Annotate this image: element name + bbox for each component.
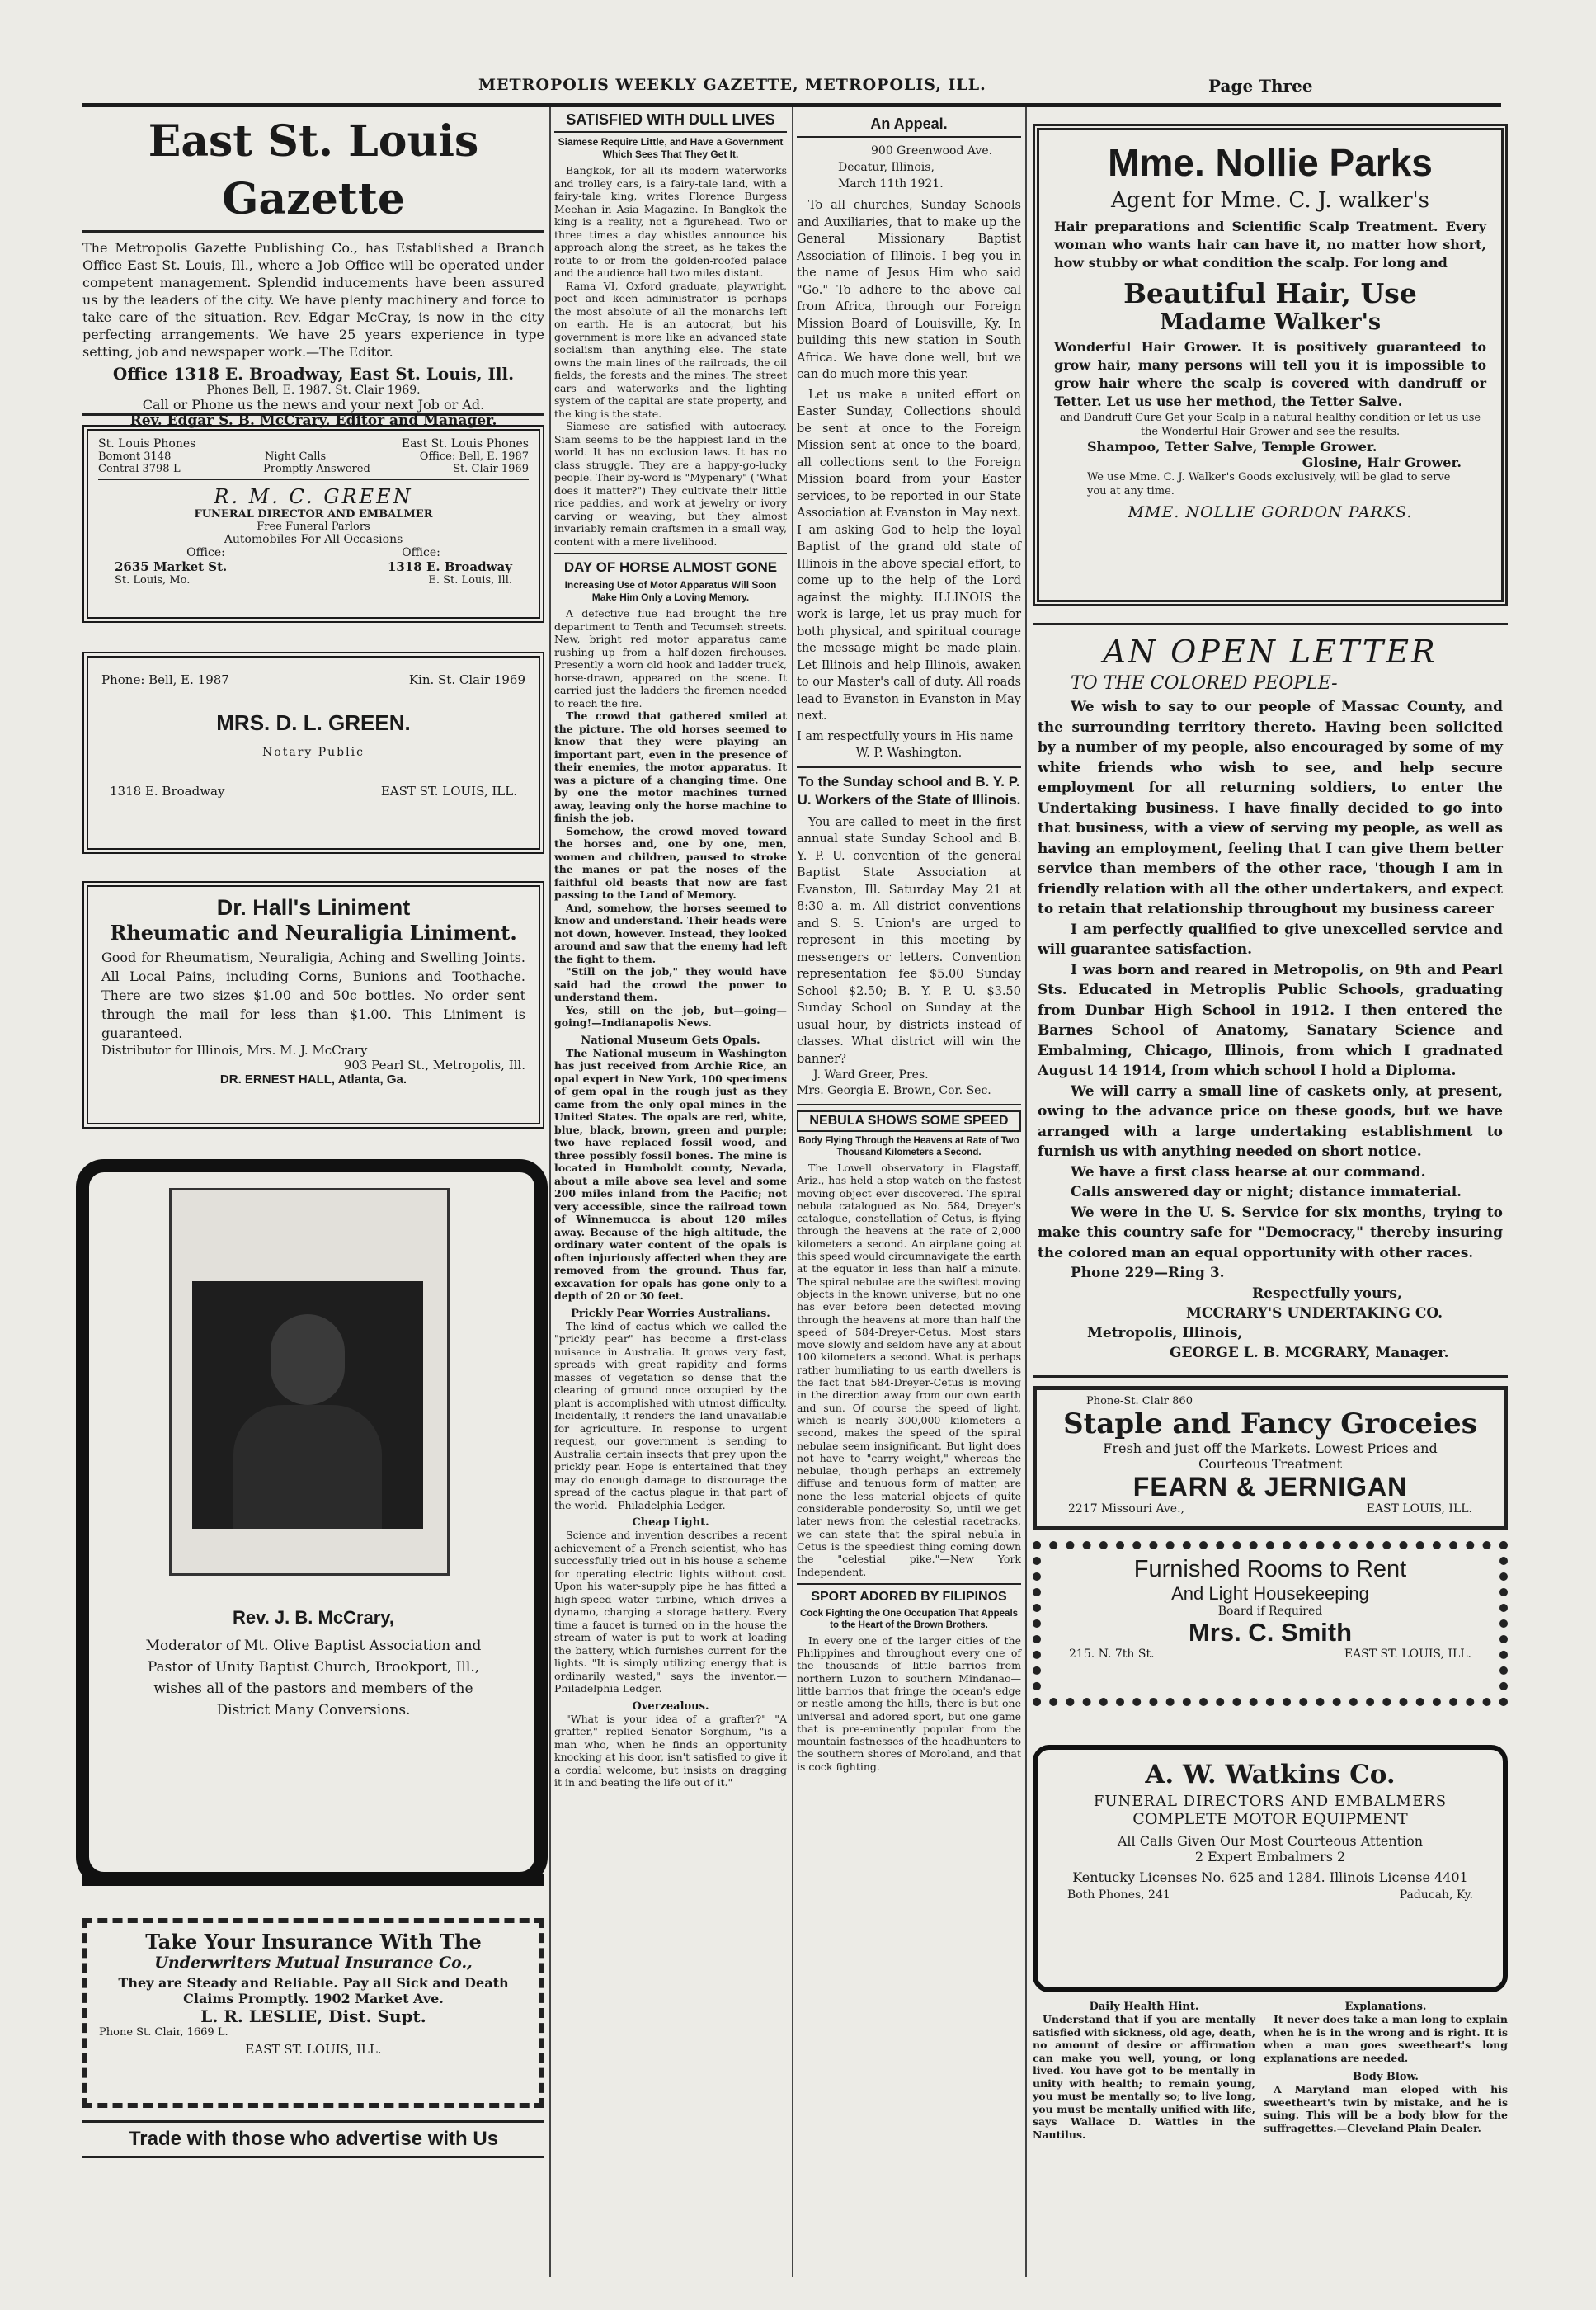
horse-p4: And, somehow, the horses seemed to know and understand. Their heads were not down, however. Instead, they looked around and saw that the enemy had left the fight to them. <box>554 901 787 965</box>
dull-deck: Siamese Require Little, and Have a Government Which Sees That They Get It. <box>558 136 784 160</box>
gazette-title: East St. Louis Gazette <box>148 116 479 224</box>
mrs-green-addr-right: EAST ST. LOUIS, ILL. <box>380 784 517 799</box>
pear-title: Prickly Pear Worries Australians. <box>571 1307 770 1320</box>
city-right: E. St. Louis, Ill. <box>428 574 512 587</box>
stl-phones-label: St. Louis Phones <box>98 437 196 450</box>
dull-title: SATISFIED WITH DULL LIVES <box>554 111 787 133</box>
insurance-line2: Claims Promptly. 1902 Market Ave. <box>183 1991 444 2006</box>
pear-p: The kind of cactus which we called the "prickly pear" has become a first-class nuisance in Australia. It grows very fast, spreads with great rapidity and forms masses of vegetation so dense that the clearing of ground once occupied by the plant is accomplished with utmost difficulty. Incidentally, it renders the land unavailable for agriculture. In response to urgent request, our government is sending to Australia certain insects that prey upon the prickly pear. Hope is entertained that they may do enough damage to discourage the spread of the cactus plague in that part of the world.—Philadelphia Ledger. <box>554 1319 787 1511</box>
green-funeral-ad <box>82 425 544 623</box>
office-bell: Office: Bell, E. 1987 <box>419 450 529 463</box>
st-clair-phone: St. Clair 1969 <box>453 463 529 475</box>
opals-p: The National museum in Washington has just received from Archie Rice, an opal expert in New York, 100 specimens of gem opal in the rough just as they came from the only opal mines in the United States. The opals are red, white, blue, black, brown, green and purple; two have replaced fossil wood, and three possibly fossil bones. The mine is located in Humboldt county, Nevada, about a mile above sea level and some 200 miles inland from the Pacific; not very accessible, since the railroad town of Winnemucca is about 120 miles away. Because of the high altitude, the ordinary water content of the opals is often injuriously affected when they are removed from the ground. Thus far, excavation for opals has gone only to a depth of 20 or 30 feet. <box>554 1046 787 1302</box>
green-name: R. M. C. GREEN <box>214 485 413 508</box>
parks-body3: and Dandruff Cure Get your Scalp in a natural healthy condition or let us use the Wonderful Hair Grower and see the results. <box>1059 412 1481 438</box>
addr-right: 1318 E. Broadway <box>388 559 512 574</box>
nebula-deck: Body Flying Through the Heavens at Rate of Two Thousand Kilometers a Second. <box>798 1136 1019 1157</box>
liniment-subtitle: Rheumatic and Neuraligia Liniment. <box>110 921 517 945</box>
horse-p3: Somehow, the crowd moved toward the horses and, one by one, men, women and children, paused to stroke the manes or pat the noses of the faithful old beasts that now are fast passing to the Land of Memory. <box>554 824 787 901</box>
insurance-phone: Phone St. Clair, 1669 L. <box>99 2026 228 2039</box>
appeal-addr3: March 11th 1921. <box>838 177 944 191</box>
appeal-p1: To all churches, Sunday Schools and Auxiliaries, that to make up the General Missionary Baptist Association of Illinois. I beg you in the name of Jesus Him who said "Go." To adhere to the above cal from Africa, through our Foreign Mission Board of Louisville, Ky. In building this new station in South Africa. We have done well, but we can do much more this year. <box>797 199 1021 381</box>
watkins-role: FUNERAL DIRECTORS AND EMBALMERS <box>1093 1793 1448 1810</box>
portrait-frame <box>169 1188 450 1576</box>
city-left: St. Louis, Mo. <box>115 574 191 587</box>
mccrary-name: Rev. J. B. McCrary, <box>232 1607 395 1628</box>
central-phone: Central 3798-L <box>98 463 181 475</box>
parks-ad <box>1033 124 1508 606</box>
parks-products2: Glosine, Hair Grower. <box>1302 455 1462 470</box>
mrs-green-phone-left: Phone: Bell, E. 1987 <box>101 672 229 687</box>
open-letter-title: AN OPEN LETTER <box>1103 634 1438 670</box>
liniment-doctor: DR. ERNEST HALL, Atlanta, Ga. <box>219 1072 407 1087</box>
zeal-p: "What is your idea of a grafter?" "A grafter," replied Senator Sorghum, "is a man who, when he finds an opportunity knocking at his door, isn't satisfied to give it a cordial welcome, but insists on dragging it in and beating the life out of it." <box>554 1712 787 1789</box>
grocery-phone: Phone-St. Clair 860 <box>1086 1395 1193 1407</box>
light-p: Science and invention describes a recent achievement of a French scientist, who has successfully tried out in his house a scheme for operating electric lights without cost. Upon his water-supply pipe he has fitted a high-speed water turbine, which drives a dynamo, charging a storage battery. Every time a faucet is turned on in the house the stream of water is put to work at loading the battery, which furnishes current for the lights. "It is simply utilizing energy that is ordinarily wasted," says the inventor.—Philadelphia Ledger. <box>554 1529 787 1695</box>
parks-agent: Agent for Mme. C. J. walker's <box>1111 188 1429 213</box>
grocery-title: Staple and Fancy Groceies <box>1063 1407 1477 1440</box>
running-header: METROPOLIS WEEKLY GAZETTE, METROPOLIS, ILL. <box>478 76 986 94</box>
parks-signature: MME. NOLLIE GORDON PARKS. <box>1128 503 1413 521</box>
mrs-green-role: Notary Public <box>262 746 365 759</box>
promptly-answered: Promptly Answered <box>262 463 370 475</box>
grocery-addr-right: EAST LOUIS, ILL. <box>1366 1502 1472 1516</box>
mrs-green-name: MRS. D. L. GREEN. <box>216 710 411 735</box>
open-letter-manager: GEORGE L. B. MCGRARY, Manager. <box>1170 1344 1449 1361</box>
watkins-phones: Both Phones, 241 <box>1067 1888 1170 1902</box>
horse-p1: A defective flue had brought the fire department to Tenth and Tecumseh streets. New, bright red motor apparatus came rushing up from a half-dozen firehouses. Presently a worn old hook and ladder truck, horse-drawn, appeared on the scene. It carried just the ladders the firemen needed to reach the fire. <box>554 607 787 710</box>
bomont-phone: Bomont 3148 <box>98 450 172 463</box>
open-letter <box>1033 623 1508 1378</box>
expl-title: Explanations. <box>1344 2001 1427 2013</box>
insurance-title: Take Your Insurance With The <box>145 1930 482 1954</box>
watkins-equip: COMPLETE MOTOR EQUIPMENT <box>1132 1810 1408 1828</box>
horse-p2: The crowd that gathered smiled at the picture. The old horses seemed to know that they were playing an important part, even in the presence of their enemies, the motor apparatus. It was a picture of a changing time. One by one the motor machines turned away, leaving only the horse machine to finish the job. <box>554 710 787 824</box>
blow-p: A Maryland man eloped with his sweetheart's twin by mistake, and he is suing. This will be a body blow for the suffragettes.—Cleveland Plain Dealer. <box>1264 2083 1508 2134</box>
grocery-addr-left: 2217 Missouri Ave., <box>1068 1502 1184 1516</box>
nebula-title: NEBULA SHOWS SOME SPEED <box>797 1110 1021 1132</box>
open-letter-p6: Calls answered day or night; distance immaterial. <box>1071 1184 1462 1200</box>
sunday-p: You are called to meet in the first annual state Sunday School and B. Y. P. U. convention of the general Baptist State Association at Evanston, Ill. Saturday May 21 at 8:30 a. m. All district conventions and S. S. Union's are urged to represent in this meeting by messengers or letters. Convention representation fee $5.00 Sunday School $2.50; B. Y. P. U. $3.50 Sunday School on Sunday at the usual hour, by districts instead of classes. What district will win the banner? <box>797 815 1021 1066</box>
estl-phones-label: East St. Louis Phones <box>401 437 529 450</box>
office-left: Office: <box>186 546 225 559</box>
appeal-addr2: Decatur, Illinois, <box>838 161 935 174</box>
mrs-green-phone-right: Kin. St. Clair 1969 <box>408 672 525 687</box>
page-number: Page Three <box>1208 76 1313 96</box>
parks-body1: Hair preparations and Scientific Scalp Treatment. Every woman who wants hair can have it, no matter how short, how stubby or what condition the scalp. For long and <box>1054 219 1486 271</box>
parks-name: Mme. Nollie Parks <box>1108 141 1433 184</box>
horse-p5: "Still on the job," they would have said had the crowd the power to understand them. <box>554 965 787 1003</box>
mrs-green-ad <box>82 652 544 854</box>
parks-products1: Shampoo, Tetter Salve, Temple Grower. <box>1087 439 1377 455</box>
night-calls: Night Calls <box>264 450 327 463</box>
zeal-title: Overzealous. <box>632 1700 709 1713</box>
open-letter-p5: We have a first class hearse at our command. <box>1071 1163 1426 1181</box>
open-letter-p2: I am perfectly qualified to give unexcelled service and will guarantee satisfaction. <box>1038 921 1503 958</box>
rooms-sub: And Light Housekeeping <box>1171 1583 1369 1604</box>
sport-title: SPORT ADORED BY FILIPINOS <box>811 1589 1007 1604</box>
appeal-p2: Let us make a united effort on Easter Sunday, Collections should be sent at once to the Foreign Mission sent at once to the board, all collections sent to the Foreign Mission board from your Easter services, to be reported in our State Association at Evanston in May next. I am asking God to help the loyal Baptist of the grand old state of Illinois in the above special effort, to come up to the help of the Lord against the mighty. ILLINOIS the work is large, let us pray much for both physical, and spiritual courage the message might be made plain. Let Illinois and help Illinois, awaken to our Master's call of duty. All roads lead to Evanston in Evanston in May next. <box>797 388 1021 723</box>
gazette-editor: Rev. Edgar S. B. McCrary, Editor and Manager. <box>129 412 497 429</box>
trade-banner-box <box>82 2120 544 2158</box>
frame-base-bar <box>82 1871 544 1889</box>
insurance-agent: L. R. LESLIE, Dist. Supt. <box>200 2006 426 2026</box>
open-letter-phone: Phone 229—Ring 3. <box>1071 1265 1225 1281</box>
trade-banner: Trade with those who advertise with Us <box>128 2128 499 2150</box>
dull-p3: Siamese are satisfied with autocracy. Siam seems to be the happiest land in the world. It has no exclusion laws. It has no class struggle. They are a happy-go-lucky people. Their by-word is "Mypenary" ("What does it matter?") They cultivate their little rice paddies, and work at jewelry or ivory carving or weaving, but they almost invariably remain craftsmen in a small way, content with a mere livelihood. <box>554 420 787 548</box>
column-3 <box>797 116 1021 1773</box>
appeal-title: An Appeal. <box>870 116 948 132</box>
open-letter-to: TO THE COLORED PEOPLE- <box>1071 673 1338 694</box>
watkins-calls: All Calls Given Our Most Courteous Attention <box>1117 1833 1424 1849</box>
open-letter-p3: I was born and reared in Metropolis, on 9th and Pearl Sts. Educated in Metroplis Public Schools, graduating from Dunbar High School in 1912. I then entered the Barnes School of Anatomy, Sanatary Science and Embalming, Chicago, Illinois, from which I gradnated August 14 1914, from which school I hold a Diploma. <box>1038 961 1503 1079</box>
gazette-call: Call or Phone us the news and your next Job or Ad. <box>142 397 485 412</box>
portrait-photo <box>192 1281 423 1529</box>
open-letter-p7: We were in the U. S. Service for six months, trying to make this country safe for "Democracy," thereby insuring the colored man an equal opportunity with other races. <box>1038 1204 1503 1261</box>
watkins-ad <box>1033 1745 1508 1992</box>
addr-left: 2635 Market St. <box>115 559 228 574</box>
light-title: Cheap Light. <box>632 1516 709 1529</box>
mccrary-caption <box>140 1607 487 1721</box>
insurance-line1: They are Steady and Reliable. Pay all Sick and Death <box>118 1975 509 1991</box>
health-hint <box>1033 2001 1255 2141</box>
open-letter-firm: MCCRARY'S UNDERTAKING CO. <box>1186 1304 1443 1322</box>
liniment-title: Dr. Hall's Liniment <box>216 895 411 920</box>
hint-title: Daily Health Hint. <box>1089 2001 1199 2013</box>
mccrary-text: Moderator of Mt. Olive Baptist Association and Pastor of Unity Baptist Church, Brookport, Ill., wishes all of the pastors and members of the District Many Conversions. <box>145 1638 482 1718</box>
rooms-title: Furnished Rooms to Rent <box>1133 1556 1407 1582</box>
grocery-ad <box>1033 1386 1508 1530</box>
rooms-name: Mrs. C. Smith <box>1188 1618 1353 1647</box>
appeal-sign1: I am respectfully yours in His name <box>797 729 1014 743</box>
insurance-ad <box>82 1918 544 2108</box>
column-rule-2 <box>792 107 793 2277</box>
column-rule-1 <box>549 107 551 2277</box>
rooms-addr-right: EAST ST. LOUIS, ILL. <box>1344 1648 1471 1661</box>
opals-title: National Museum Gets Opals. <box>581 1034 760 1047</box>
sport-deck: Cock Fighting the One Occupation That Appeals to the Heart of the Brown Brothers. <box>799 1608 1019 1630</box>
gazette-office: Office 1318 E. Broadway, East St. Louis, Ill. <box>112 364 515 384</box>
open-letter-city: Metropolis, Illinois, <box>1087 1324 1243 1341</box>
watkins-expert: 2 Expert Embalmers 2 <box>1194 1849 1346 1864</box>
hint-p: Understand that if you are mentally satisfied with sickness, old age, death, no amount of desire or affirmation can make you well, young, or long lived. You have got to be mentally in unity with health; to remain young, you must be mentally so; to live long, you must be mentally unified with life, says Wallace D. Wattles in the Nautilus. <box>1033 2013 1255 2141</box>
rooms-addr-left: 215. N. 7th St. <box>1069 1648 1155 1661</box>
gazette-phones: Phones Bell, E. 1987. St. Clair 1969. <box>206 384 421 397</box>
green-role: FUNERAL DIRECTOR AND EMBALMER <box>194 508 433 521</box>
office-right: Office: <box>402 546 440 559</box>
horse-p6: Yes, still on the job, but—going—going!—Indianapolis News. <box>554 1003 787 1029</box>
liniment-distributor-addr: 903 Pearl St., Metropolis, Ill. <box>343 1058 525 1072</box>
parks-use-line: We use Mme. C. J. Walker's Goods exclusively, will be glad to serve you at any time. <box>1087 471 1451 497</box>
appeal-sign2: W. P. Washington. <box>855 746 963 760</box>
green-autos: Automobiles For All Occasions <box>224 533 403 546</box>
grocery-line2: Courteous Treatment <box>1198 1456 1343 1472</box>
open-letter-p4: We will carry a small line of caskets only, at present, owing to the advance price on these goods, but we have arranged with a large undertaking establishment to furnish us with anything needed on short notice. <box>1038 1082 1503 1160</box>
liniment-ad <box>82 881 544 1129</box>
column-2 <box>554 111 787 1789</box>
column-rule-3 <box>1025 107 1027 2277</box>
insurance-city: EAST ST. LOUIS, ILL. <box>245 2042 382 2057</box>
explanations <box>1264 2001 1508 2134</box>
sunday-title: To the Sunday school and B. Y. P. U. Workers of the State of Illinois. <box>797 773 1021 808</box>
parks-body2: Wonderful Hair Grower. It is positively guaranteed to grow hair, many persons will tell you it is impossible to grow hair where the scalp is covered with dandruff or Tetter. Let us use her method, the Tetter Salve. <box>1054 339 1486 409</box>
grocery-name: FEARN & JERNIGAN <box>1132 1472 1408 1502</box>
watkins-city: Paducah, Ky. <box>1399 1888 1473 1902</box>
open-letter-close: Respectfully yours, <box>1252 1285 1402 1302</box>
grocery-line1: Fresh and just off the Markets. Lowest Prices and <box>1103 1440 1438 1456</box>
open-letter-p1: We wish to say to our people of Massac County, and the surrounding territory thereto. Having been solicited by a number of my people, also encouraged by some of my white friends who wish to see, and help secure employment for all returning soldiers, to enter the Undertaking business. I have finally decided to go into that business, with a view of serving my people, as well as having an employment, feeling that I can give them better service than members of the other race, 'though I am in friendly relation with all the other undertakers, and expect to retain that relationship throughout my business career <box>1038 699 1503 917</box>
rooms-ad <box>1033 1541 1508 1706</box>
nebula-p: The Lowell observatory in Flagstaff, Ariz., has held a stop watch on the fastest moving object ever discovered. The spiral nebula catalogued as No. 584, Dreyer's catalogue, constellation of Cetus, is flying through the heavens at the rate of 2,000 kilometers a second. An airplane going at this speed would circumnavigate the earth at the equator in less than half a minute. The spiral nebulae are the swiftest moving objects in the known universe, but no one has ever before been detected moving through the heavens at more than half the speed of 584-Dreyer-Cetus. Most stars move slowly and seldom have any at about 100 kilometers a second. What is perhaps rather humiliating to us earth dwellers is the fact that 584-Dreyer-Cetus is moving in the direction away from our own earth and sun. Of course the speed of light, which is nearly 300,000 kilometers a second, makes the speed of the spiral nebulae seem insignificant. But light does not have to "carry weight," whereas the nebulae, though perhaps an extremely diffuse and tenuous form of matter, are none the less material objects of quite considerable ponderosity. So, until we get later news from the celestial racetracks, we can state that the spiral nebula in Cetus is the speediest thing coming down the "celestial pike."—New York Independent. <box>797 1162 1021 1578</box>
watkins-licenses: Kentucky Licenses No. 625 and 1284. Illinois License 4401 <box>1072 1869 1468 1885</box>
mrs-green-addr-left: 1318 E. Broadway <box>110 784 225 799</box>
sunday-sign1: J. Ward Greer, Pres. <box>813 1068 929 1082</box>
appeal-addr1: 900 Greenwood Ave. <box>871 144 993 158</box>
liniment-body: Good for Rheumatism, Neuraligia, Aching and Swelling Joints. All Local Pains, including Corns, Bunions and Toothache. There are two sizes $1.00 and 50c bottles. No order sent through the mail for less than $1.00. This Liniment is guaranteed. <box>101 950 525 1041</box>
gazette-body: The Metropolis Gazette Publishing Co., has Established a Branch Office East St. Louis, Ill., where a Job Office will be operated under competent management. Splendid inducements have been assured us by the leaders of the city. We have plenty machinery and force to take care of the situation. Rev. Edgar McCray, is now in the city perfecting arrangements. We have 25 years experience in type setting, job and newspaper work.—The Editor. <box>82 240 544 360</box>
expl-p: It never does take a man long to explain when he is in the wrong and is right. It is when a man goes sweetheart's long explanations are needed. <box>1264 2013 1508 2064</box>
rooms-board: Board if Required <box>1217 1605 1323 1618</box>
gazette-notice <box>82 111 544 429</box>
insurance-company: Underwriters Mutual Insurance Co., <box>154 1954 473 1972</box>
sport-p: In every one of the larger cities of the Philippines and throughout every one of the thousands of little barrios—from northern Luzon to southern Mindanao—little barrios that fringe the ocean's edge or nestle among the hills, there is but one universal and adored sport, but one game that is pre-eminently popular from the mountain fastnesses of the headhunters to the southern shores of Moroland, and that is cock fighting. <box>797 1634 1021 1773</box>
horse-title: DAY OF HORSE ALMOST GONE <box>563 559 778 575</box>
liniment-distributor: Distributor for Illinois, Mrs. M. J. McCrary <box>101 1043 368 1058</box>
green-parlors: Free Funeral Parlors <box>257 521 370 533</box>
blow-title: Body Blow. <box>1353 2071 1419 2083</box>
parks-madame: Madame Walker's <box>1159 309 1382 335</box>
horse-deck: Increasing Use of Motor Apparatus Will Soon Make Him Only a Loving Memory. <box>564 579 777 603</box>
sunday-sign2: Mrs. Georgia E. Brown, Cor. Sec. <box>797 1084 991 1097</box>
watkins-name: A. W. Watkins Co. <box>1145 1760 1396 1789</box>
dull-p2: Rama VI, Oxford graduate, playwright, poet and keen administrator—is perhaps the most absolute of all the monarchs left on earth. He is an autocrat, but his government is more like an advanced state socialism than anything else. The state owns the main lines of the railroads, the oil fields, the forests and the mines. The street cars and waterworks and the lighting system of the capital are state property, and the king is the state. <box>554 279 787 420</box>
parks-beautiful: Beautiful Hair, Use <box>1123 277 1417 309</box>
dull-p1: Bangkok, for all its modern waterworks and trolley cars, is a fairy-tale land, with a fairy-tale king, writes Florence Burgess Meehan in Asia Magazine. In Bangkok the king is a reality, not a figurehead. Two or three times a day whistles announce his approach along the street, as he takes the route to or from the golden-roofed palace and the audience hall two miles distant. <box>554 164 787 279</box>
